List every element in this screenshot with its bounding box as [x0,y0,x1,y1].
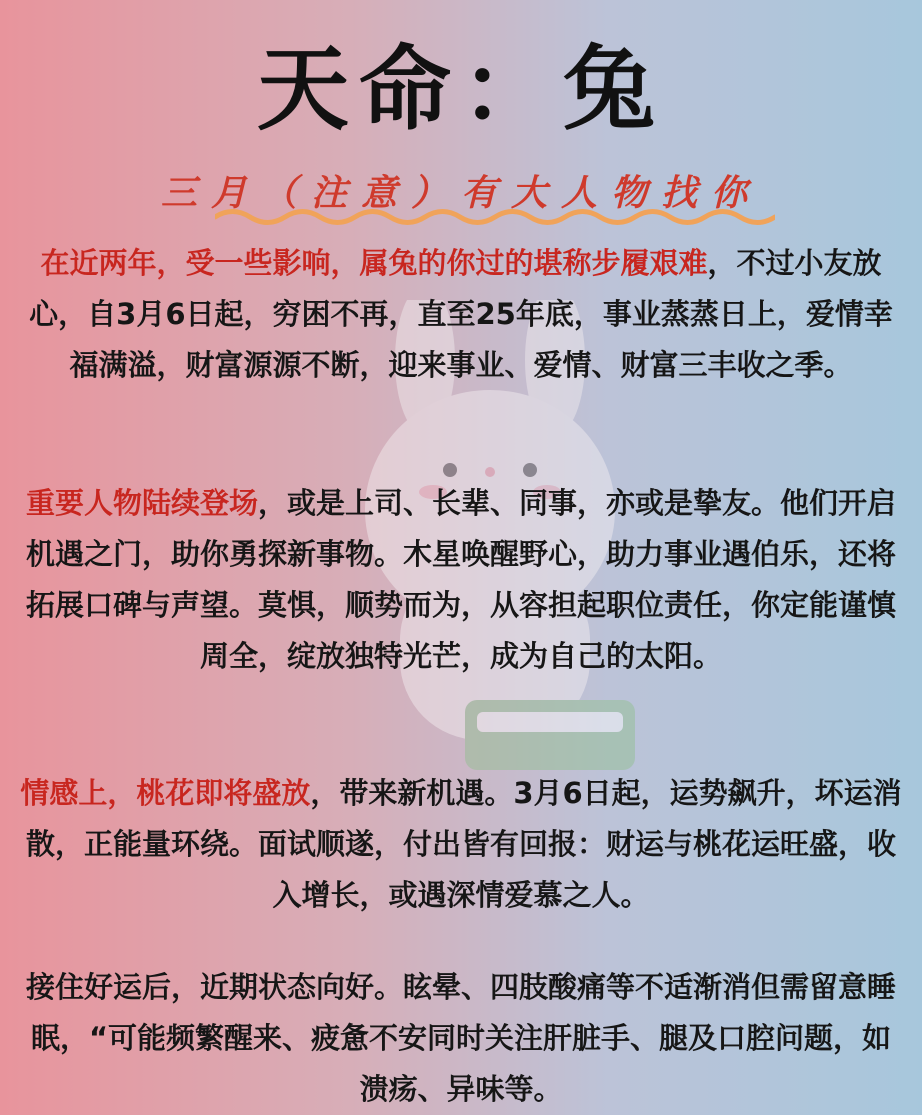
body-text: 接住好运后，近期状态向好。眩晕、四肢酸痛等不适渐消但需留意睡眠，“可能频繁醒来、疲惫不安同时关注肝脏手、腿及口腔问题，如溃疡、异味等。 [25,970,896,1106]
body-text: ，不过小友放心，自3月6日起，穷困不再，直至25年底，事业蒸蒸日上，爱情幸福满溢，财富源源不断，迎来事业、爱情、财富三丰收之季。 [29,246,893,382]
highlight-text: 在近两年，受一些影响，属兔的你过的堪称步履艰难 [40,246,708,280]
body-text: ，或是上司、长辈、同事，亦或是挚友。他们开启机遇之门，助你勇探新事物。木星唤醒野心，助力事业遇伯乐，还将拓展口碑与声望。莫惧，顺势而为，从容担起职位责任，你定能谨慎周全，绽放独特光芒，成为自己的太阳。 [25,486,897,673]
subtitle-banner [0,168,922,232]
subtitle: 三月（注意）有大人物找你 [160,173,761,214]
paragraph-fortune-overview [20,238,902,391]
body-text: ，带来新机遇。3月6日起，运势飙升，坏运消散，正能量环绕。面试顺遂，付出皆有回报：财运与桃花运旺盛，收入增长，或遇深情爱慕之人。 [25,776,902,912]
highlight-text: 情感上，桃花即将盛放 [20,776,311,810]
paragraph-health [20,962,902,1115]
paragraph-important-people [20,478,902,682]
highlight-text: 重要人物陆续登场 [25,486,258,520]
page-title: 天命：兔 [256,36,665,143]
paragraph-romance [20,768,902,921]
